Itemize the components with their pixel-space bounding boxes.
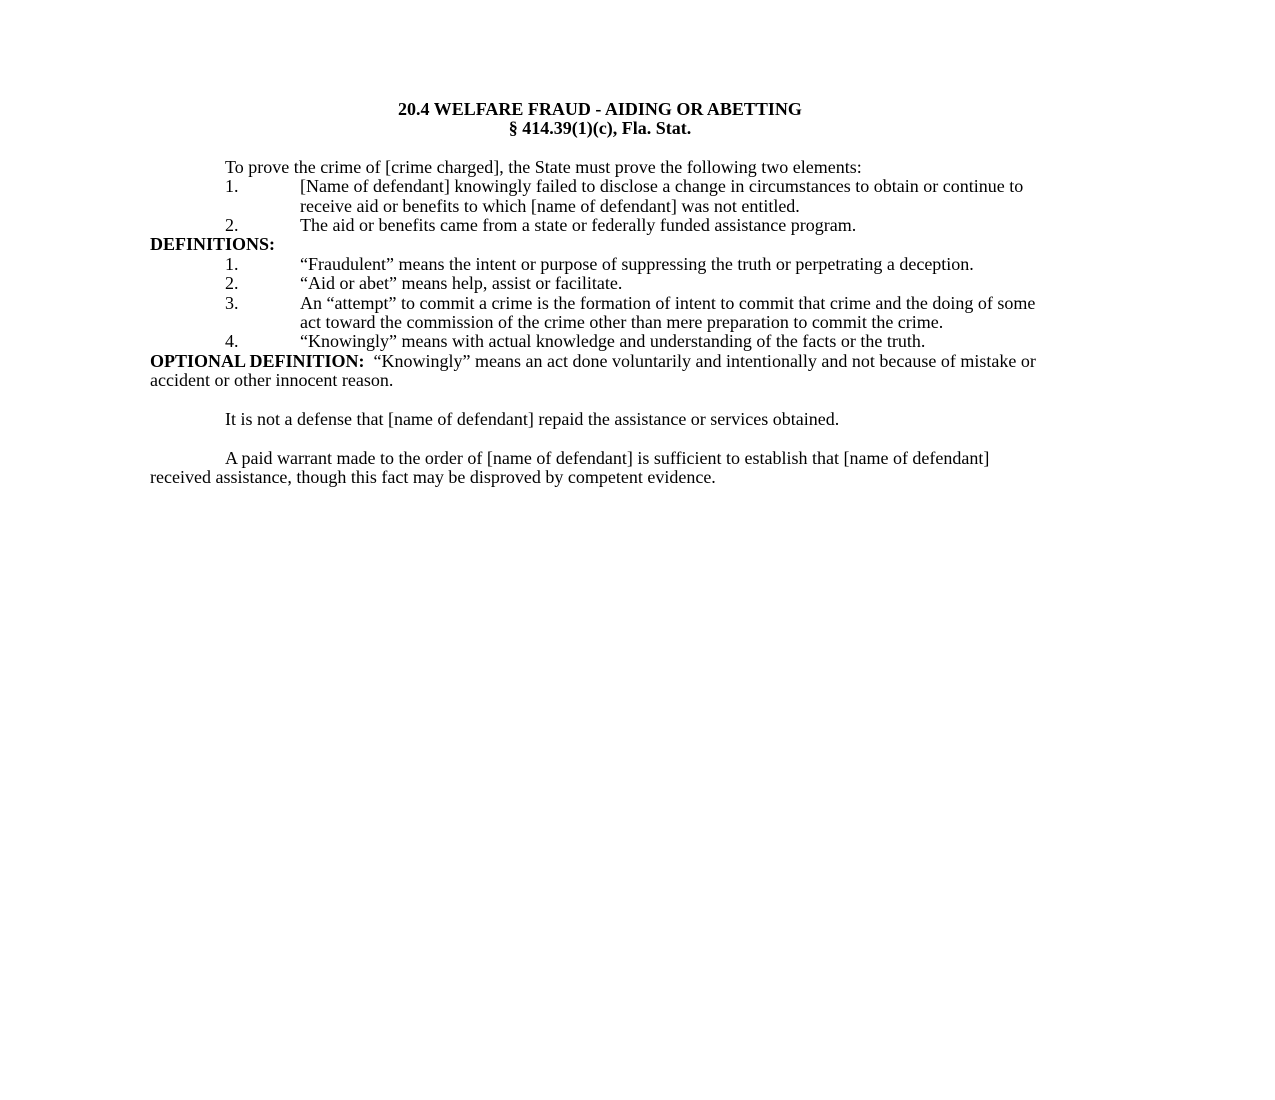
element-item-1	[150, 177, 1050, 216]
definition-text: “Knowingly” means with actual knowledge and understanding of the facts or the truth.	[300, 331, 926, 352]
intro-paragraph: To prove the crime of [crime charged], the State must prove the following two elements:	[225, 156, 862, 177]
document-page	[150, 100, 1050, 488]
title-line-1: 20.4 WELFARE FRAUD - AIDING OR ABETTING	[398, 99, 802, 119]
definition-item-3	[150, 294, 1050, 333]
definition-item-4	[150, 332, 1050, 351]
optional-definition-label: OPTIONAL DEFINITION:	[150, 350, 365, 371]
definition-number: 4.	[225, 331, 239, 352]
definition-text: An “attempt” to commit a crime is the formation of intent to commit that crime and the doing of some act toward the commission of the crime other than mere preparation to commit the crime.	[300, 292, 1036, 333]
definition-item-1	[150, 255, 1050, 274]
element-number: 2.	[225, 215, 239, 236]
definition-number: 3.	[225, 292, 239, 313]
definition-number: 1.	[225, 253, 239, 274]
definition-item-2	[150, 274, 1050, 293]
element-item-2	[150, 216, 1050, 235]
element-number: 1.	[225, 176, 239, 197]
warrant-paragraph: A paid warrant made to the order of [name of defendant] is sufficient to establish that [name of defendant] received assistance, though this fact may be disproved by competent evidence.	[150, 447, 990, 488]
element-text: [Name of defendant] knowingly failed to disclose a change in circumstances to obtain or continue to receive aid or benefits to which [name of defendant] was not entitled.	[300, 176, 1024, 216]
optional-definition-paragraph	[150, 352, 1050, 391]
document-title	[150, 100, 1050, 139]
definition-number: 2.	[225, 273, 239, 294]
definition-text: “Aid or abet” means help, assist or facilitate.	[300, 273, 623, 294]
title-line-2-statute: § 414.39(1)(c), Fla. Stat.	[508, 118, 692, 139]
element-text: The aid or benefits came from a state or federally funded assistance program.	[300, 215, 857, 236]
optional-definition-text: “Knowingly” means an act done voluntarily and intentionally and not because of mistake or accident or other innocent reason.	[150, 350, 1036, 391]
defense-paragraph: It is not a defense that [name of defendant] repaid the assistance or services obtained.	[225, 409, 840, 430]
definitions-heading: DEFINITIONS:	[150, 234, 276, 255]
definition-text: “Fraudulent” means the intent or purpose of suppressing the truth or perpetrating a deception.	[300, 253, 974, 274]
